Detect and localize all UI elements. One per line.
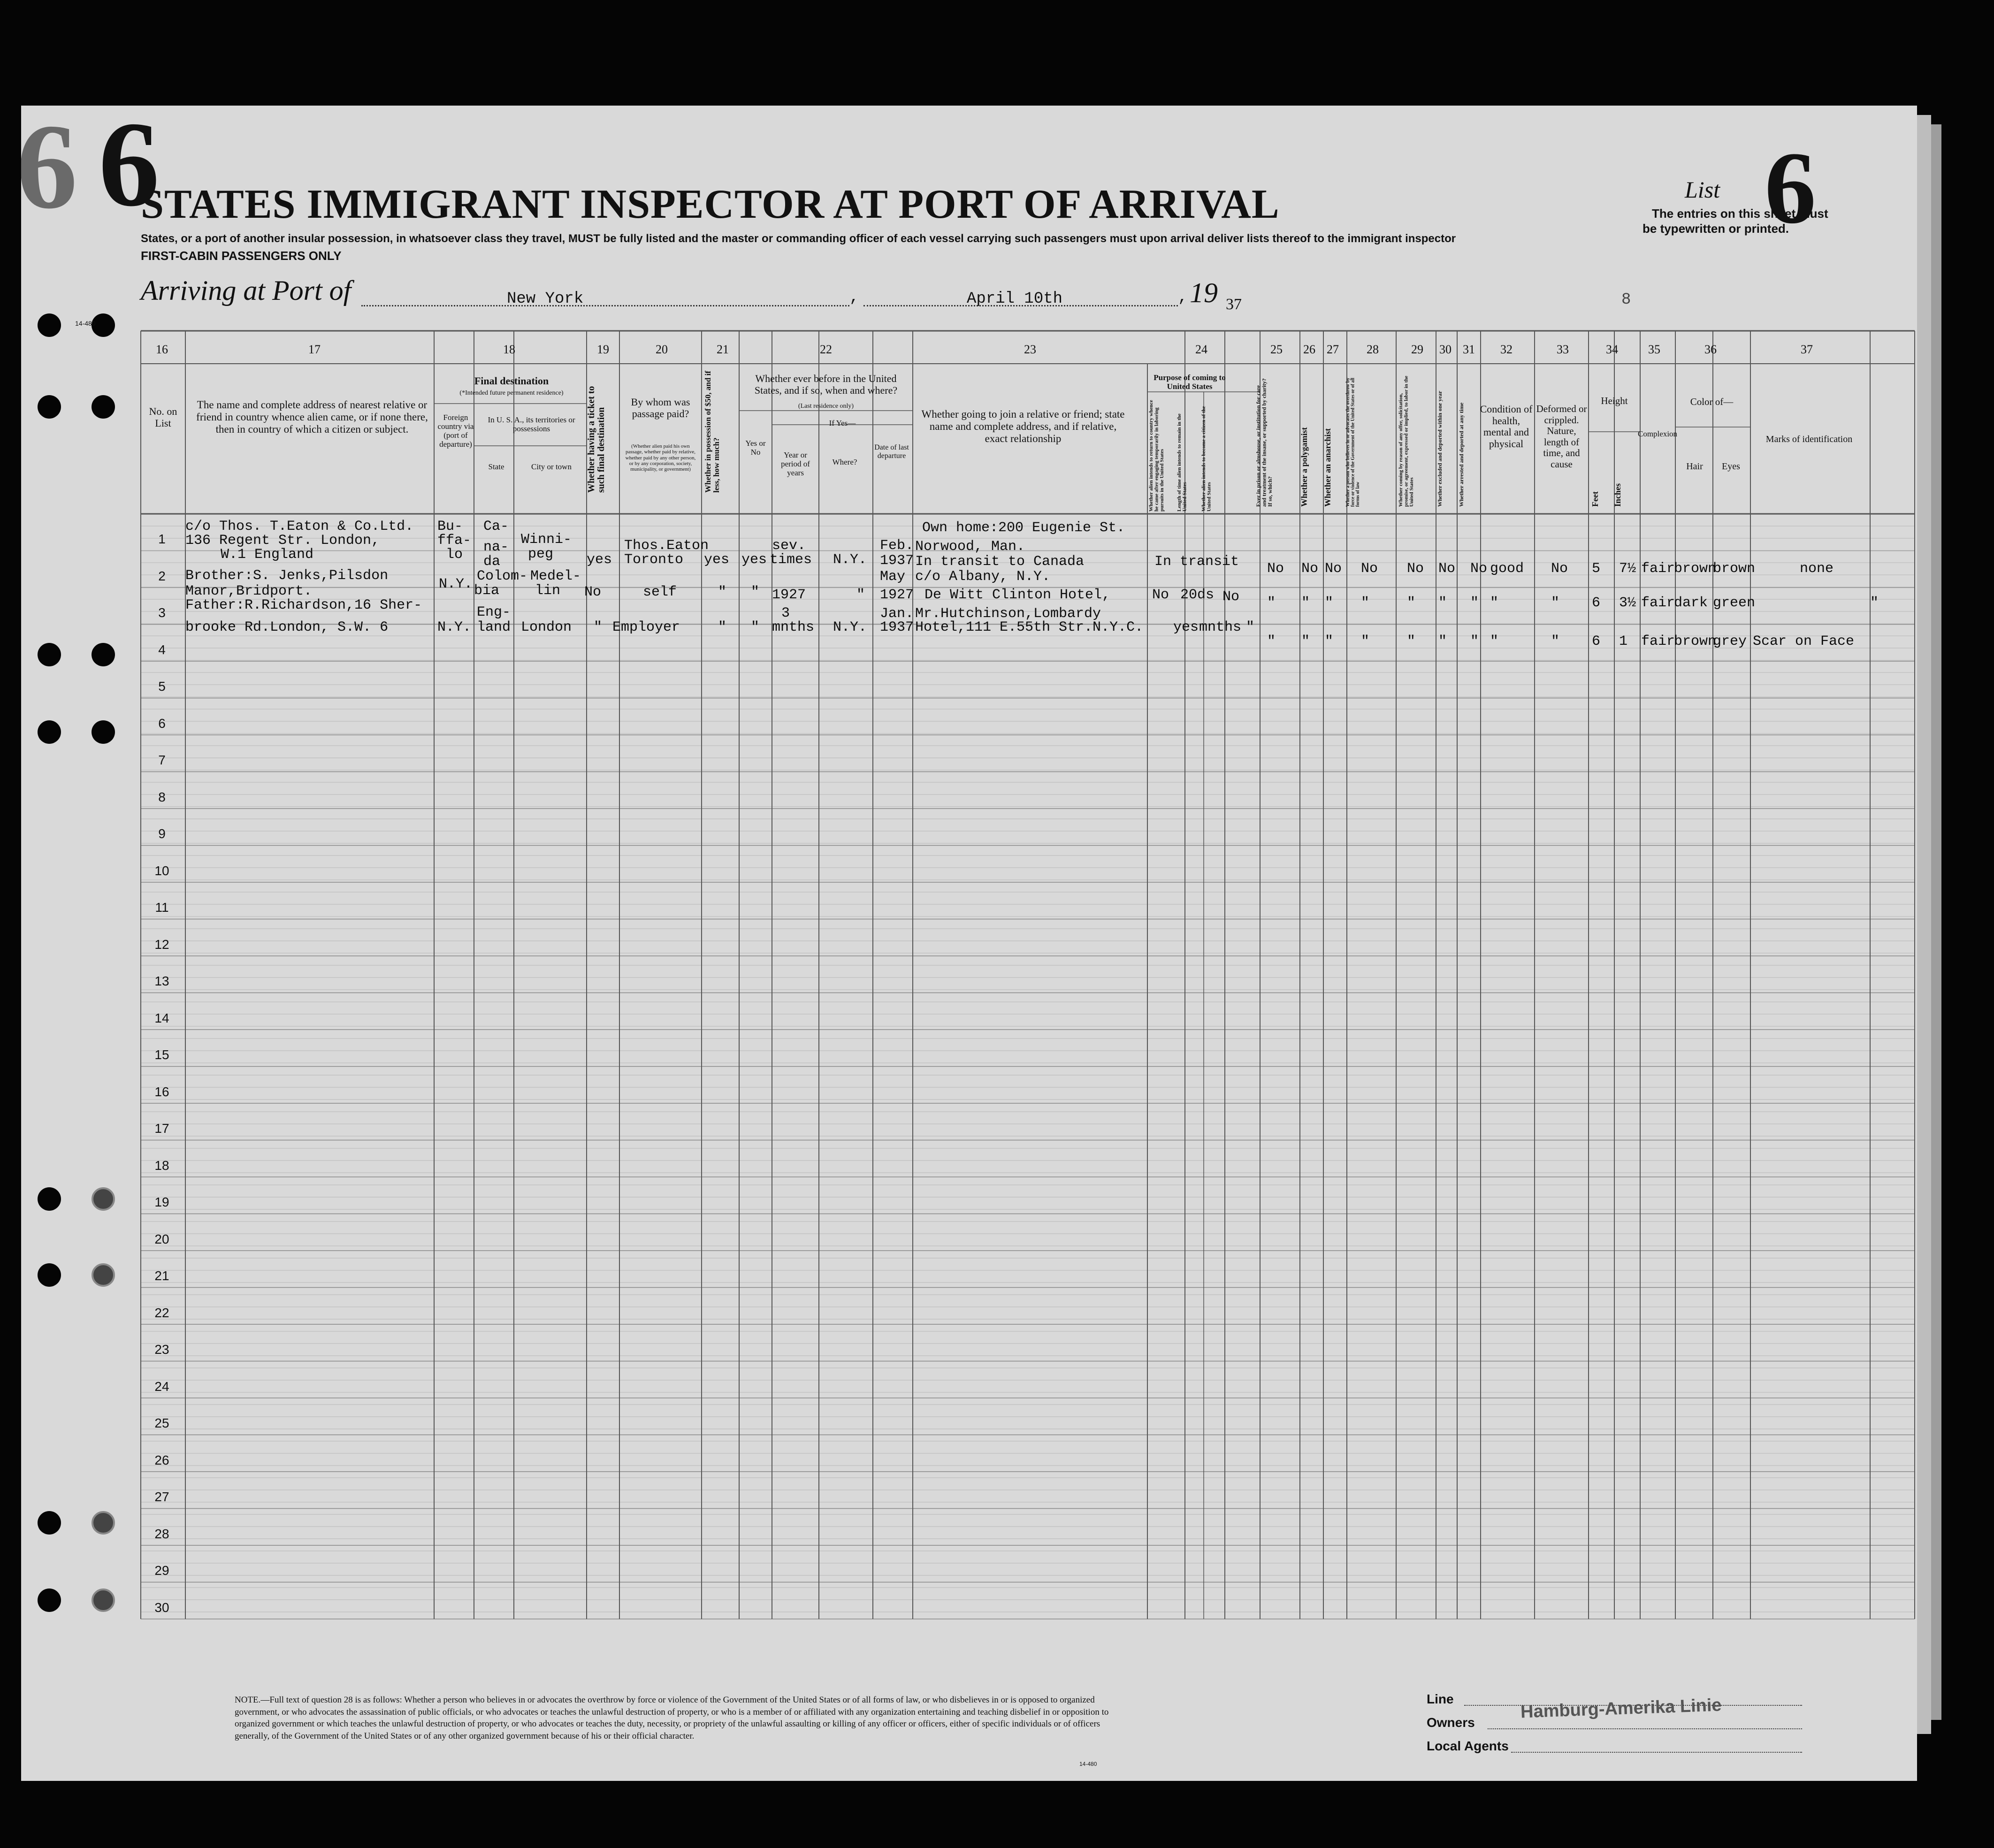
- col-num: 22: [820, 343, 832, 356]
- join-entry: Mr.Hutchinson,Lombardy: [915, 606, 1101, 622]
- state-entry: da: [483, 554, 501, 570]
- state-entry: na-: [483, 539, 509, 555]
- purpose-entry: In transit: [1154, 554, 1239, 570]
- header-money: Whether in possession of $50, and if less, how much?: [703, 371, 721, 493]
- arrested-entry: ": [1470, 595, 1479, 611]
- overthrow-entry: ": [1361, 595, 1370, 611]
- city-entry: Medel-: [530, 568, 581, 584]
- col-num: 37: [1801, 343, 1813, 356]
- arriving-label: Arriving at Port of: [141, 275, 351, 306]
- header-yes-no: Yes or No: [745, 439, 766, 457]
- purpose-entry: 20ds: [1180, 587, 1215, 603]
- row-number: 30: [154, 1600, 169, 1615]
- header-last-departure: Date of last departure: [874, 443, 909, 460]
- deformed-entry: ": [1551, 595, 1560, 611]
- prison-entry: ": [1267, 634, 1276, 649]
- state-entry: bia: [474, 583, 500, 599]
- departure-entry: 1927: [880, 587, 914, 603]
- prison-entry: No: [1267, 561, 1284, 577]
- row-number: 22: [154, 1305, 169, 1320]
- header-passage-paid: By whom was passage paid?: [631, 396, 690, 420]
- passage-entry: Thos.Eaton: [624, 538, 709, 554]
- page-number: 6: [99, 97, 160, 232]
- row-number: 27: [154, 1489, 169, 1504]
- state-entry: Colom-: [477, 568, 528, 584]
- header-deformed: Deformed or crippled. Nature, length of time, and cause: [1536, 403, 1587, 470]
- col-num: 27: [1327, 343, 1339, 356]
- header-health: Condition of health, mental and physical: [1480, 403, 1533, 450]
- row-number: 6: [158, 716, 166, 731]
- ticket-entry: ": [594, 619, 603, 635]
- foreign-country-entry: N.Y.: [437, 619, 472, 635]
- eyes-entry: green: [1713, 595, 1756, 611]
- health-entry: good: [1490, 561, 1524, 577]
- col-num: 21: [717, 343, 729, 356]
- hair-entry: brown: [1674, 634, 1717, 649]
- hair-entry: dark: [1674, 595, 1708, 611]
- arrested-entry: No: [1470, 561, 1488, 577]
- excluded-entry: ": [1438, 634, 1447, 649]
- col-num: 31: [1463, 343, 1475, 356]
- where-entry: N.Y.: [833, 619, 867, 635]
- where-entry: N.Y.: [833, 552, 867, 568]
- years-entry: 3: [781, 605, 790, 621]
- complexion-entry: fair: [1641, 561, 1675, 577]
- before-entry: ": [751, 619, 760, 635]
- arrival-port: New York: [507, 290, 584, 308]
- entries-note: be typewritten or printed.: [1643, 221, 1789, 236]
- header-purpose-return: Whether alien intends to return to country whence he came after engaging temporarily in laboring pursuits in the United States: [1148, 400, 1165, 512]
- header-anarchist: Whether an anarchist: [1323, 428, 1332, 507]
- col-num: 20: [656, 343, 668, 356]
- eyes-entry: grey: [1713, 634, 1747, 649]
- foreign-country-entry: ffa-: [437, 533, 472, 549]
- state-entry: Ca-: [483, 519, 509, 535]
- anarchist-entry: No: [1325, 561, 1342, 577]
- col-num: 24: [1195, 343, 1207, 356]
- list-number: 6: [1765, 130, 1816, 245]
- row-number: 25: [154, 1416, 169, 1430]
- col-num: 19: [597, 343, 609, 356]
- purpose-entry: ": [1246, 619, 1255, 635]
- comma: ,: [849, 289, 859, 306]
- col-num: 16: [156, 343, 168, 356]
- header-hair: Hair: [1686, 461, 1703, 472]
- year-prefix: 19: [1190, 277, 1218, 308]
- purpose-entry: yes: [1173, 619, 1199, 635]
- instructions-text: States, or a port of another insular possession, in whatsoever class they travel, MUST be fully listed and the master or commanding officer of each vessel carrying such passengers must upon arrival deliver lists thereof to the immigrant inspector: [141, 232, 1456, 245]
- anarchist-entry: ": [1325, 634, 1334, 649]
- feet-entry: 6: [1592, 595, 1601, 611]
- state-entry: land: [477, 619, 511, 635]
- local-agents-label: Local Agents: [1427, 1739, 1509, 1753]
- relative-entry: W.1 England: [221, 547, 314, 563]
- foreign-country-entry: Bu-: [437, 519, 463, 535]
- row-number: 13: [154, 974, 169, 988]
- join-entry: In transit to Canada: [915, 554, 1085, 570]
- corner-mark: 8: [1621, 291, 1631, 309]
- deformed-entry: ": [1551, 634, 1560, 649]
- polygamist-entry: No: [1301, 561, 1319, 577]
- years-entry: 1927: [772, 587, 806, 603]
- relative-entry: brooke Rd.London, S.W. 6: [185, 619, 389, 635]
- col-num: 34: [1606, 343, 1618, 356]
- join-entry: Norwood, Man.: [915, 539, 1025, 555]
- col-num: 29: [1411, 343, 1423, 356]
- page-number-shadow: 6: [16, 99, 77, 234]
- money-entry: ": [718, 619, 727, 635]
- complexion-entry: fair: [1641, 634, 1675, 649]
- departure-entry: 1937: [880, 619, 914, 635]
- header-where: Where?: [832, 458, 857, 466]
- year-suffix: 37: [1226, 296, 1242, 313]
- header-feet: Feet: [1590, 491, 1600, 507]
- join-entry: De Witt Clinton Hotel,: [924, 587, 1111, 603]
- city-entry: lin: [535, 583, 561, 599]
- header-arrested: Whether arrested and deported at any time: [1458, 402, 1465, 507]
- header-color-of: Color of—: [1690, 396, 1734, 407]
- comma: ,: [1178, 289, 1188, 306]
- money-entry: yes: [704, 552, 730, 568]
- years-entry: sev.: [772, 538, 806, 554]
- foreign-country-entry: N.Y.: [439, 576, 473, 592]
- header-ticket: Whether having a ticket to such final destination: [586, 386, 606, 493]
- header-eyes: Eyes: [1722, 461, 1740, 472]
- col-num: 30: [1439, 343, 1452, 356]
- row-number: 10: [154, 863, 169, 878]
- years-entry: mnths: [772, 619, 815, 635]
- ticket-entry: yes: [587, 552, 612, 568]
- complexion-entry: fair: [1641, 595, 1675, 611]
- header-offer: Whether coming by reason of any offer, solicitation, promise, or agreement, expressed or implied, to labor in the United States: [1398, 375, 1415, 507]
- col-num: 28: [1367, 343, 1379, 356]
- form-number: 14-480: [75, 320, 96, 327]
- join-entry: Own home:200 Eugenie St.: [922, 520, 1125, 536]
- health-entry: ": [1490, 634, 1499, 649]
- marks-entry: none: [1800, 561, 1834, 577]
- header-no-on-list: No. on List: [149, 405, 177, 429]
- state-entry: Eng-: [477, 604, 511, 620]
- row-number: 26: [154, 1452, 169, 1467]
- header-inches: Inches: [1613, 483, 1622, 507]
- list-label: List: [1685, 176, 1720, 203]
- offer-entry: ": [1407, 634, 1416, 649]
- passenger-class: FIRST-CABIN PASSENGERS ONLY: [141, 249, 342, 263]
- header-final-destination-note: (*Intended future permanent residence): [459, 389, 564, 397]
- page-title: STATES IMMIGRANT INSPECTOR AT PORT OF ARRIVAL: [141, 182, 1280, 227]
- row-number: 17: [154, 1121, 169, 1136]
- col-num: 25: [1270, 343, 1283, 356]
- row-number: 18: [154, 1158, 169, 1173]
- years-entry: times: [770, 552, 812, 568]
- header-foreign-country: Foreign country via (port of departure): [437, 413, 474, 449]
- header-if-yes: If Yes—: [829, 419, 856, 428]
- relative-entry: Manor,Bridport.: [185, 583, 313, 599]
- header-purpose-citizen: Whether alien intends to become a citizen of the United States: [1201, 406, 1212, 512]
- header-passage-note: (Whether alien paid his own passage, whether paid by relative, whether paid by any other person, or by any corporation, society, municipality, or government): [625, 443, 696, 473]
- entries-note: The entries on this sheet must: [1652, 206, 1828, 221]
- header-join-relative: Whether going to join a relative or friend; state name and complete address, and if relative, exact relationship: [921, 408, 1125, 444]
- header-last-residence: (Last residence only): [798, 403, 854, 410]
- form-number-footer: 14-480: [1079, 1761, 1097, 1767]
- row-number: 14: [154, 1010, 169, 1025]
- col-num: 33: [1557, 343, 1569, 356]
- row-number: 20: [154, 1231, 169, 1246]
- col-num: 32: [1500, 343, 1513, 356]
- excluded-entry: ": [1438, 595, 1447, 611]
- city-entry: peg: [528, 546, 554, 562]
- col-num: 23: [1024, 343, 1036, 356]
- hair-entry: brown: [1674, 561, 1717, 577]
- before-entry: ": [751, 584, 760, 600]
- prison-entry: ": [1267, 595, 1276, 611]
- health-entry: ": [1490, 595, 1499, 611]
- shipping-line-stamp: Hamburg-Amerika Linie: [1520, 1695, 1722, 1722]
- line-label: Line: [1427, 1692, 1454, 1706]
- feet-entry: 5: [1592, 561, 1601, 577]
- arrival-date: April 10th: [967, 290, 1063, 308]
- header-usa: In U. S. A., its territories or possessions: [488, 415, 575, 434]
- departure-entry: Feb.: [880, 538, 914, 554]
- row-number: 24: [154, 1379, 169, 1394]
- ticket-entry: No: [584, 584, 602, 600]
- inches-entry: 1: [1619, 634, 1628, 649]
- col-num: 35: [1648, 343, 1660, 356]
- inches-entry: 7½: [1619, 561, 1636, 577]
- departure-entry: Jan.: [880, 606, 914, 622]
- header-state: State: [488, 462, 504, 471]
- deformed-entry: No: [1551, 561, 1568, 577]
- before-entry: yes: [741, 552, 767, 568]
- header-overthrow: Whether a person who believes in or advocates the overthrow by force or violence of the Government of the United States or of all forms of law: [1345, 378, 1360, 507]
- row-number: 12: [154, 937, 169, 952]
- row-number: 9: [158, 826, 166, 841]
- arrested-entry: ": [1470, 634, 1479, 649]
- relative-entry: 136 Regent Str. London,: [185, 533, 380, 549]
- row-number: 4: [158, 642, 166, 657]
- row-number: 19: [154, 1195, 169, 1209]
- col-num: 17: [308, 343, 321, 356]
- departure-entry: May: [880, 569, 906, 585]
- overthrow-entry: No: [1361, 561, 1378, 577]
- header-purpose-length: Length of time alien intends to remain in the United States: [1177, 413, 1188, 512]
- header-prison: Ever in prison or almshouse, or institution for care and treatment of the insane, or supported by charity? If so, which?: [1255, 378, 1274, 507]
- row-number: 28: [154, 1526, 169, 1541]
- purpose-entry: No: [1152, 587, 1169, 603]
- header-before-in-us: Whether ever before in the United States, and if so, when and where?: [754, 373, 898, 396]
- foreign-country-entry: lo: [446, 547, 463, 563]
- row-number: 2: [158, 568, 166, 583]
- header-relative: The name and complete address of nearest relative or friend in country whence alien came, or if none there, then in country of which a citizen or subject.: [196, 399, 428, 435]
- footnote: NOTE.—Full text of question 28 is as follows: Whether a person who believes in or advocates the overthrow by force or violence of the Government of the United States or of all forms of law, or who disbelieves in or is opposed to organized government, or who advocates the assassination of public officials, or who advocates or teaches the unlawful destruction of property, or who is a member of or affiliated with any organization entertaining and teaching disbelief in or opposition to organized government or which teaches the unlawful destruction of property, or who advocates or teaches the duty, necessity, or propriety of the unlawful assaulting or killing of any officer or officers, either of specific individuals or of officers generally, of the Government of the United States or of any other organized government because of his or their official character.: [235, 1695, 1109, 1741]
- header-excluded: Whether excluded and deported within one year: [1436, 390, 1443, 507]
- row-number: 16: [154, 1084, 169, 1099]
- header-year: Year or period of years: [781, 451, 810, 478]
- overthrow-entry: ": [1361, 634, 1370, 649]
- join-entry: Hotel,111 E.55th Str.N.Y.C.: [915, 619, 1144, 635]
- marks-entry: ": [1870, 595, 1879, 611]
- feet-entry: 6: [1592, 634, 1601, 649]
- where-entry: ": [856, 587, 865, 603]
- col-num: 36: [1704, 343, 1717, 356]
- relative-entry: Father:R.Richardson,16 Sher-: [185, 597, 422, 613]
- passage-entry: Toronto: [624, 552, 684, 568]
- purpose-entry: mnths: [1199, 619, 1242, 635]
- eyes-entry: brown: [1713, 561, 1756, 577]
- header-city: City or town: [531, 462, 572, 471]
- offer-entry: No: [1407, 561, 1424, 577]
- anarchist-entry: ": [1325, 595, 1334, 611]
- join-entry: c/o Albany, N.Y.: [915, 569, 1051, 585]
- owners-dotted: [1488, 1728, 1802, 1729]
- header-marks: Marks of identification: [1765, 434, 1853, 444]
- header-final-destination: Final destination: [474, 375, 549, 387]
- row-number: 29: [154, 1563, 169, 1578]
- row-number: 5: [158, 679, 166, 694]
- owners-label: Owners: [1427, 1715, 1475, 1730]
- row-number: 7: [158, 753, 166, 767]
- money-entry: ": [718, 584, 727, 600]
- row-number: 11: [155, 900, 169, 915]
- city-entry: London: [521, 619, 572, 635]
- row-number: 21: [154, 1268, 169, 1283]
- header-polygamist: Whether a polygamist: [1299, 427, 1309, 507]
- row-number: 1: [158, 532, 166, 546]
- purpose-entry: No: [1222, 589, 1240, 605]
- header-height: Height: [1601, 395, 1628, 406]
- excluded-entry: No: [1438, 561, 1456, 577]
- polygamist-entry: ": [1301, 595, 1310, 611]
- row-number: 3: [158, 605, 166, 620]
- col-num: 26: [1303, 343, 1315, 356]
- departure-entry: 1937: [880, 553, 914, 569]
- row-number: 8: [158, 789, 166, 804]
- passage-entry: self: [643, 584, 677, 600]
- agents-dotted: [1511, 1752, 1802, 1753]
- header-complexion: Complexion: [1638, 429, 1678, 438]
- city-entry: Winni-: [521, 532, 572, 548]
- inches-entry: 3½: [1619, 595, 1636, 611]
- row-number: 23: [154, 1342, 169, 1357]
- header-purpose: Purpose of coming to United States: [1154, 373, 1226, 391]
- row-number: 15: [154, 1047, 169, 1062]
- relative-entry: Brother:S. Jenks,Pilsdon: [185, 568, 389, 584]
- relative-entry: c/o Thos. T.Eaton & Co.Ltd.: [185, 519, 414, 535]
- passage-entry: Employer: [612, 619, 680, 635]
- col-num: 18: [503, 343, 515, 356]
- offer-entry: ": [1407, 595, 1416, 611]
- polygamist-entry: ": [1301, 634, 1310, 649]
- marks-entry: Scar on Face: [1753, 634, 1855, 649]
